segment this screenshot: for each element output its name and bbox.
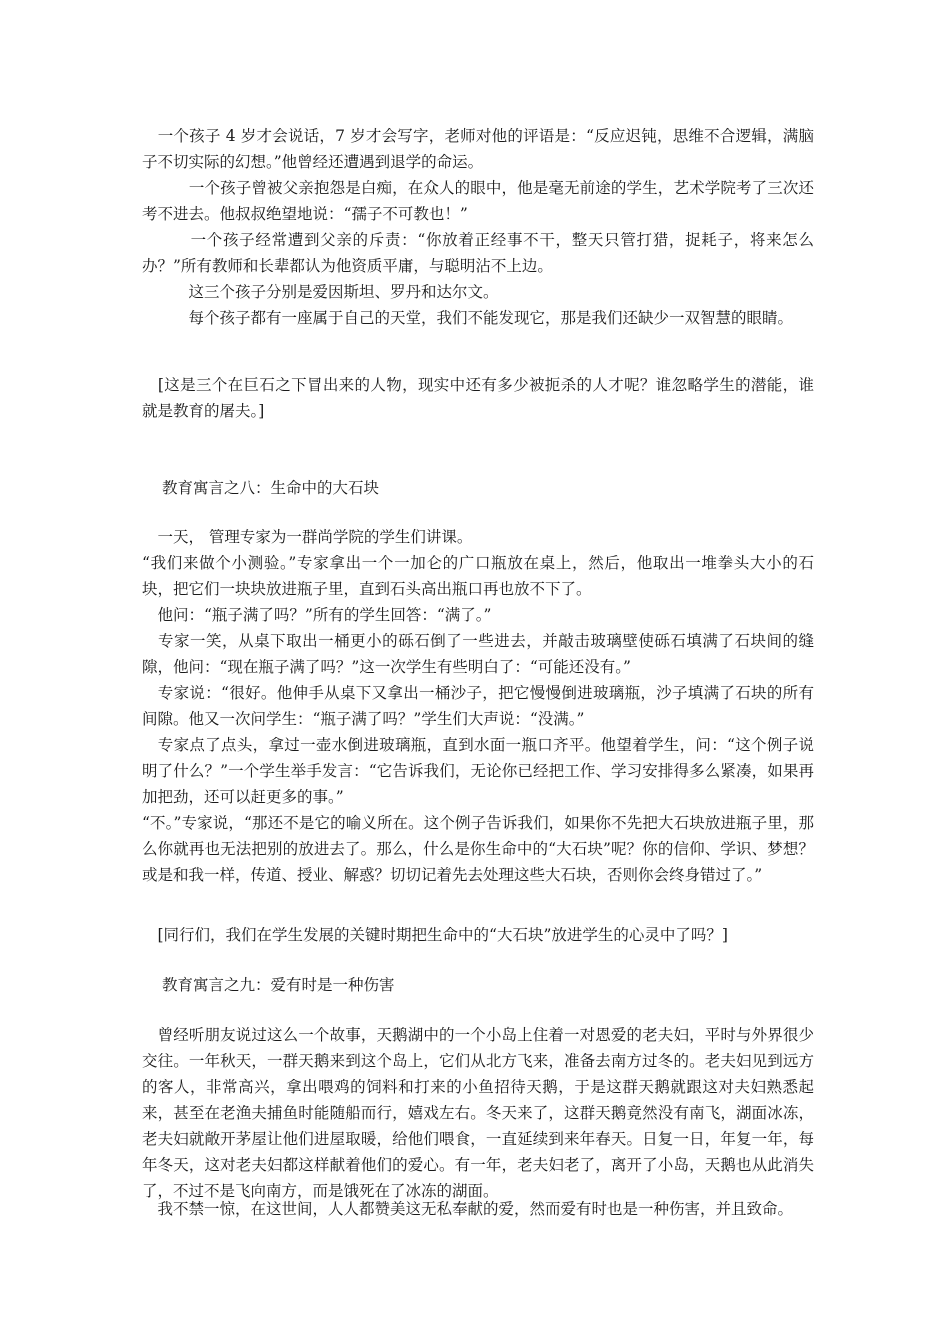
intro-paragraph-3: 一个孩子经常遭到父亲的斥责：“你放着正经事不干，整天只管打猎，捉耗子，将来怎么办？”所有教师和长辈都认为他资质平庸，与聪明沾不上边。 [142,231,814,275]
story8-paragraph-3: 他问：“瓶子满了吗？”所有的学生回答：“满了。” [142,606,492,624]
story8-paragraph-4: 专家一笑，从桌下取出一桶更小的砾石倒了一些进去，并敲击玻璃壁使砾石填满了石块间的缝隙，他问：“现在瓶子满了吗？”这一次学生有些明白了：“可能还没有。” [142,632,814,676]
story8-paragraph-6: 专家点了点头，拿过一壶水倒进玻璃瓶，直到水面一瓶口齐平。他望着学生，问：“这个例子说明了什么？”一个学生举手发言：“它告诉我们，无论你已经把工作、学习安排得多么紧凑，如果再加把劲，还可以赶更多的事。” [142,736,814,806]
story8-paragraph-2: “我们来做个小测验。”专家拿出一个一加仑的广口瓶放在桌上，然后，他取出一堆拳头大小的石块，把它们一块块放进瓶子里，直到石头高出瓶口再也放不下了。 [142,554,814,598]
story9-paragraph-1: 曾经听朋友说过这么一个故事，天鹅湖中的一个小岛上住着一对恩爱的老夫妇，平时与外界很少交往。一年秋天，一群天鹅来到这个岛上，它们从北方飞来，准备去南方过冬的。老夫妇见到远方的客人，非常高兴，拿出喂鸡的饲料和打来的小鱼招待天鹅，于是这群天鹅就跟这对夫妇熟悉起来，甚至在老渔夫捕鱼时能随船而行，嬉戏左右。冬天来了，这群天鹅竟然没有南飞，湖面冰冻，老夫妇就敞开茅屋让他们进屋取暖，给他们喂食，一直延续到来年春天。日复一日，年复一年，每年冬天，这对老夫妇都这样献着他们的爱心。有一年，老夫妇老了，离开了小岛，天鹅也从此消失了，不过不是飞向南方，而是饿死在了冰冻的湖面。 [142,1026,814,1200]
comment-paragraph-1: [这是三个在巨石之下冒出来的人物，现实中还有多少被扼杀的人才呢？谁忽略学生的潜能，谁就是教育的屠夫。] [142,376,814,420]
intro-paragraph-2: 一个孩子曾被父亲抱怨是白痴，在众人的眼中，他是毫无前途的学生，艺术学院考了三次还考不进去。他叔叔绝望地说：“孺子不可教也！” [142,179,814,223]
intro-paragraph-4: 这三个孩子分别是爱因斯坦、罗丹和达尔文。 [142,283,499,301]
comment-paragraph-2: [同行们，我们在学生发展的关键时期把生命中的“大石块”放进学生的心灵中了吗？] [142,926,728,944]
story8-paragraph-5: 专家说：“很好。他伸手从桌下又拿出一桶沙子，把它慢慢倒进玻璃瓶，沙子填满了石块的所有间隙。他又一次问学生：“瓶子满了吗？”学生们大声说：“没满。” [142,684,814,728]
story8-paragraph-1: 一天， 管理专家为一群尚学院的学生们讲课。 [142,528,473,546]
section-heading-8: 教育寓言之八：生命中的大石块 [162,479,380,497]
story8-paragraph-7: “不。”专家说，“那还不是它的喻义所在。这个例子告诉我们，如果你不先把大石块放进瓶子里，那么你就再也无法把别的放进去了。那么，什么是你生命中的“大石块”呢？你的信仰、学识、梦想？或是和我一样，传道、授业、解惑？切切记着先去处理这些大石块，否则你会终身错过了。” [142,814,814,884]
intro-paragraph-1: 一个孩子 4 岁才会说话，7 岁才会写字，老师对他的评语是：“反应迟钝，思维不合逻辑，满脑子不切实际的幻想。”他曾经还遭遇到退学的命运。 [142,127,814,171]
intro-paragraph-5: 每个孩子都有一座属于自己的天堂，我们不能发现它，那是我们还缺少一双智慧的眼睛。 [142,309,794,327]
section-heading-9: 教育寓言之九：爱有时是一种伤害 [162,976,395,994]
story9-paragraph-2: 我不禁一惊，在这世间，人人都赞美这无私奉献的爱，然而爱有时也是一种伤害，并且致命。 [142,1200,794,1218]
